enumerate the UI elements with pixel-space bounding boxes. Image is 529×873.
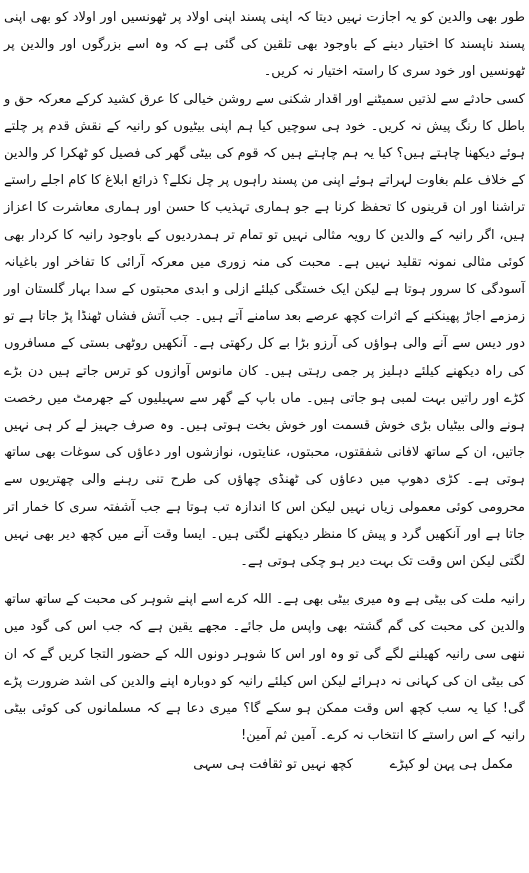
article-page (4, 4, 525, 869)
paragraph-main: کسی حادثے سے لذتیں سمیٹنے اور اقدار شکنی سے روشن خیالی کا عرق کشید کرکے معرکہ حق و باطل کا رنگ پیش نہ کریں۔ خود ہی سوچیں کیا ہم اپنی بیٹیوں کو رانیہ کے نقش قدم پر چلتے ہوئے دیکھنا چاہتے ہیں؟ کیا یہ ہم چاہتے ہیں کہ قوم کی بیٹی گھر کی فصیل کو ٹھکرا کر والدین کے خلاف علم بغاوت لہراتے ہوئے اپنی من پسند راہوں پر چل نکلے؟ ذرائع ابلاغ کا کام اجلے راستے تراشنا اور ان قرینوں کا تحفظ کرنا ہے جو ہماری تہذیب کا حسن اور ہماری معاشرت کا اعزاز ہیں، اگر رانیہ کے والدین کا رویہ مثالی نہیں تو تمام تر ہمدردیوں کے باوجود رانیہ کا کردار بھی کوئی مثالی نمونہ تقلید نہیں ہے۔ محبت کی منہ زوری میں معرکہ آرائی کا تفاخر اور باغیانہ آسودگی کا سرور ہوتا ہے لیکن ایک خستگی کیلئے ازلی و ابدی محبتوں کے سدا بہار گلستان اور زمزمے اجاڑ پھینکنے کے اثرات کچھ عرصے بعد سامنے آتے ہیں۔ جب آتش فشاں ٹھنڈا پڑ جاتا ہے تو دور دیس سے آنے والی ہواؤں کی آرزو بڑا بے کل رکھتی ہے۔ آنکھیں روٹھی بستی کے مسافروں کی راہ دیکھنے کیلئے دہلیز پر جمی رہتی ہیں۔ کان مانوس آوازوں کو ترس جاتے ہیں دن بڑے کڑے اور راتیں بہت لمبی ہو جاتی ہیں۔ ماں باپ کے گھر سے سہیلیوں کے جھرمٹ میں رخصت ہونے والی بیٹیاں بڑی خوش قسمت اور خوش بخت ہوتی ہیں۔ وہ صرف جہیز لے کر ہی نہیں جاتیں، ان کے ساتھ لافانی شفقتوں، محبتوں، عنایتوں، نوازشوں اور دعاؤں کی سوغات بھی ساتھ ہوتی ہے۔ کڑی دھوپ میں دعاؤں کی ٹھنڈی چھاؤں کی طرح تنی رہنے والی چھتریوں سے محرومی کوئی معمولی زیاں نہیں لیکن اس کا اندازہ تب ہوتا ہے جب آشفتہ سری کا خمار اتر جاتا ہے اور آنکھیں گرد و پیش کا منظر دیکھنے لگتی ہیں۔ ایسا وقت آنے میں کچھ دیر بھی نہیں لگتی لیکن اس وقت تک بہت دیر ہو چکی ہوتی ہے۔ (4, 91, 525, 570)
couplet-first-half: مکمل ہی پہن لو کپڑے (389, 757, 513, 773)
paragraph-closing: رانیہ ملت کی بیٹی ہے وہ میری بیٹی بھی ہے۔ اللہ کرے اسے اپنے شوہر کی محبت کے ساتھ ساتھ والدین کی محبت کی گم گشتہ بھی واپس مل جائے۔ مجھے یقین ہے کہ جب اس کی گود میں ننھی سی رانیہ کھیلنے لگے گی تو وہ اور اس کا شوہر دونوں اللہ کے حضور التجا کریں گے کہ ان کی بیٹی ان کی کہانی نہ دہرائے لیکن اس کیلئے رانیہ کو دوبارہ اپنے والدین کی اشد ضرورت پڑے گی! کیا یہ سب کچھ اس وقت ممکن ہو سکے گا؟ میری دعا ہے کہ مسلمانوں کی کوئی بیٹی رانیہ کے اس راستے کا انتخاب نہ کرے۔ آمین ثم آمین! (4, 592, 525, 744)
paragraph-intro: طور بھی والدین کو یہ اجازت نہیں دیتا کہ اپنی پسند اپنی اولاد پر ٹھونسیں اور اولاد کو بھی اپنی پسند ناپسند کا اختیار دینے کے باوجود بھی تلقین کی گئی ہے کہ وہ اسے بزرگوں اور والدین پر ٹھونسیں اور خود سری کا راستہ اختیار نہ کریں۔ (4, 10, 525, 80)
couplet-second-half: کچھ نہیں تو ثقافت ہی سہی (193, 757, 353, 773)
closing-couplet (4, 751, 525, 779)
